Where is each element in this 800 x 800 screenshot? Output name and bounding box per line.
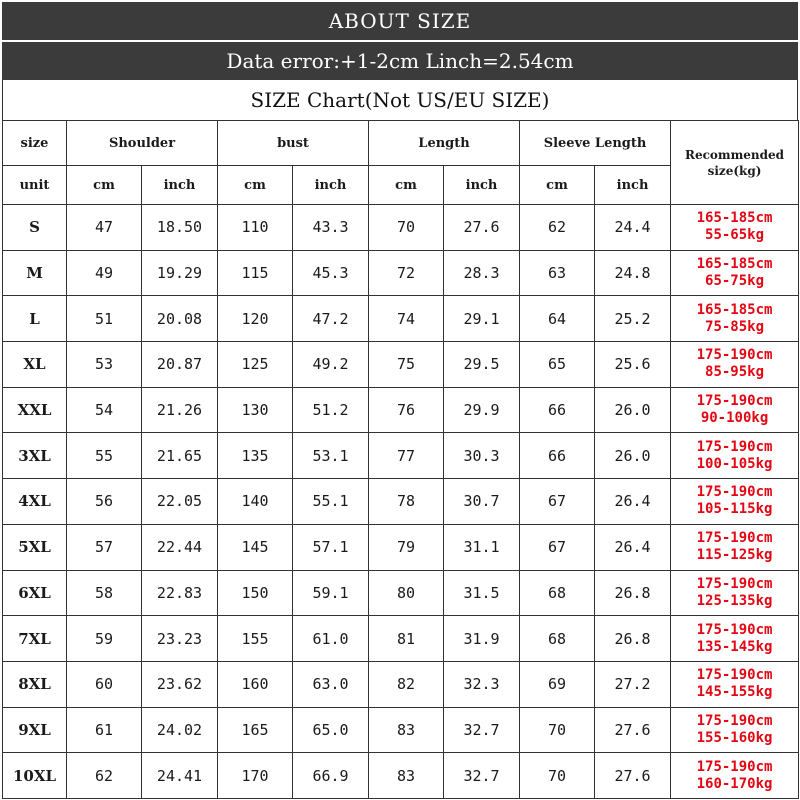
size-label: S [3, 205, 67, 251]
cell-length-cm: 83 [369, 707, 444, 753]
recommended-height: 175-190cm [696, 575, 773, 592]
cell-bust-in: 45.3 [293, 250, 369, 296]
table-row [3, 616, 799, 662]
cell-sleeve-cm: 65 [520, 342, 595, 388]
cell-sleeve-cm: 63 [520, 250, 595, 296]
recommended-height: 175-190cm [696, 712, 773, 729]
recommended-weight: 100-105kg [696, 455, 773, 472]
unit-sleeve-cm: cm [520, 166, 595, 205]
cell-shoulder-in: 24.02 [142, 707, 218, 753]
cell-shoulder-cm: 54 [67, 387, 142, 433]
cell-length-cm: 77 [369, 433, 444, 479]
recommended-size-cell [671, 387, 799, 433]
cell-sleeve-cm: 67 [520, 479, 595, 525]
table-row [3, 205, 799, 251]
data-error-note: Data error:+1-2cm Linch=2.54cm [2, 42, 798, 80]
cell-shoulder-in: 22.44 [142, 524, 218, 570]
size-label: 3XL [3, 433, 67, 479]
cell-sleeve-in: 24.8 [595, 250, 671, 296]
size-chart-title: SIZE Chart(Not US/EU SIZE) [2, 80, 798, 120]
recommended-weight: 85-95kg [705, 364, 765, 381]
size-label: XXL [3, 387, 67, 433]
cell-bust-in: 55.1 [293, 479, 369, 525]
cell-length-in: 31.9 [444, 616, 520, 662]
size-label: 10XL [3, 753, 67, 799]
cell-bust-cm: 135 [218, 433, 293, 479]
cell-bust-in: 66.9 [293, 753, 369, 799]
cell-length-cm: 76 [369, 387, 444, 433]
recommended-height: 175-190cm [696, 393, 773, 410]
cell-bust-cm: 155 [218, 616, 293, 662]
size-label: 8XL [3, 661, 67, 707]
size-label: L [3, 296, 67, 342]
cell-sleeve-in: 27.2 [595, 661, 671, 707]
cell-length-cm: 82 [369, 661, 444, 707]
col-size: size [3, 121, 67, 166]
recommended-height: 175-190cm [696, 621, 773, 638]
cell-shoulder-in: 20.08 [142, 296, 218, 342]
cell-sleeve-in: 26.0 [595, 433, 671, 479]
cell-sleeve-in: 26.0 [595, 387, 671, 433]
cell-length-cm: 80 [369, 570, 444, 616]
size-label: 4XL [3, 479, 67, 525]
recommended-size-cell [671, 570, 799, 616]
recommended-size-cell [671, 250, 799, 296]
recommended-size-cell [671, 205, 799, 251]
cell-length-in: 32.3 [444, 661, 520, 707]
recommended-size-cell [671, 753, 799, 799]
cell-sleeve-in: 27.6 [595, 753, 671, 799]
cell-bust-cm: 160 [218, 661, 293, 707]
recommended-weight: 105-115kg [696, 501, 773, 518]
cell-length-in: 31.5 [444, 570, 520, 616]
col-shoulder: Shoulder [67, 121, 218, 166]
cell-length-in: 27.6 [444, 205, 520, 251]
cell-sleeve-in: 27.6 [595, 707, 671, 753]
cell-length-cm: 72 [369, 250, 444, 296]
recommended-size-cell [671, 296, 799, 342]
recommended-weight: 145-155kg [696, 684, 773, 701]
table-row [3, 524, 799, 570]
unit-length-cm: cm [369, 166, 444, 205]
cell-shoulder-in: 19.29 [142, 250, 218, 296]
recommended-weight: 90-100kg [700, 410, 769, 427]
recommended-height: 165-185cm [696, 256, 773, 273]
cell-sleeve-cm: 70 [520, 707, 595, 753]
cell-bust-cm: 115 [218, 250, 293, 296]
cell-shoulder-cm: 51 [67, 296, 142, 342]
cell-length-cm: 79 [369, 524, 444, 570]
cell-length-cm: 78 [369, 479, 444, 525]
size-label: M [3, 250, 67, 296]
cell-bust-cm: 120 [218, 296, 293, 342]
recommended-size-cell [671, 707, 799, 753]
cell-sleeve-cm: 62 [520, 205, 595, 251]
cell-bust-cm: 150 [218, 570, 293, 616]
cell-shoulder-in: 21.26 [142, 387, 218, 433]
recommended-height: 175-190cm [696, 347, 773, 364]
recommended-height: 175-190cm [696, 667, 773, 684]
cell-bust-in: 53.1 [293, 433, 369, 479]
size-label: 7XL [3, 616, 67, 662]
unit-length-inch: inch [444, 166, 520, 205]
table-row [3, 570, 799, 616]
recommended-height: 175-190cm [696, 758, 773, 775]
cell-shoulder-cm: 61 [67, 707, 142, 753]
cell-shoulder-in: 23.62 [142, 661, 218, 707]
size-label: 6XL [3, 570, 67, 616]
unit-sleeve-inch: inch [595, 166, 671, 205]
recommended-weight: 125-135kg [696, 592, 773, 609]
unit-bust-cm: cm [218, 166, 293, 205]
cell-length-in: 30.7 [444, 479, 520, 525]
table-row [3, 387, 799, 433]
cell-length-cm: 74 [369, 296, 444, 342]
cell-shoulder-in: 24.41 [142, 753, 218, 799]
cell-shoulder-cm: 53 [67, 342, 142, 388]
col-length: Length [369, 121, 520, 166]
cell-bust-in: 51.2 [293, 387, 369, 433]
size-chart-sheet [2, 2, 798, 798]
cell-length-cm: 81 [369, 616, 444, 662]
cell-sleeve-cm: 66 [520, 387, 595, 433]
cell-sleeve-in: 26.4 [595, 479, 671, 525]
table-row [3, 342, 799, 388]
cell-bust-cm: 165 [218, 707, 293, 753]
size-table [2, 120, 799, 799]
cell-shoulder-cm: 55 [67, 433, 142, 479]
recommended-size-cell [671, 524, 799, 570]
cell-shoulder-cm: 60 [67, 661, 142, 707]
cell-length-in: 29.9 [444, 387, 520, 433]
cell-sleeve-in: 25.2 [595, 296, 671, 342]
cell-shoulder-in: 18.50 [142, 205, 218, 251]
cell-bust-cm: 130 [218, 387, 293, 433]
col-recommended-line1: Recommended [684, 147, 785, 162]
recommended-weight: 115-125kg [696, 547, 773, 564]
cell-sleeve-cm: 68 [520, 570, 595, 616]
size-label: 9XL [3, 707, 67, 753]
recommended-size-cell [671, 433, 799, 479]
unit-shoulder-inch: inch [142, 166, 218, 205]
table-row [3, 250, 799, 296]
cell-bust-in: 57.1 [293, 524, 369, 570]
about-size-banner: ABOUT SIZE [2, 2, 798, 42]
cell-length-cm: 83 [369, 753, 444, 799]
recommended-weight: 135-145kg [696, 638, 773, 655]
recommended-height: 165-185cm [696, 210, 773, 227]
cell-bust-cm: 140 [218, 479, 293, 525]
cell-shoulder-cm: 47 [67, 205, 142, 251]
cell-length-in: 31.1 [444, 524, 520, 570]
recommended-size-cell [671, 342, 799, 388]
recommended-weight: 75-85kg [705, 318, 765, 335]
header-row [3, 121, 799, 166]
cell-sleeve-cm: 67 [520, 524, 595, 570]
cell-bust-in: 43.3 [293, 205, 369, 251]
cell-bust-in: 61.0 [293, 616, 369, 662]
size-label: 5XL [3, 524, 67, 570]
recommended-weight: 155-160kg [696, 729, 773, 746]
cell-bust-in: 59.1 [293, 570, 369, 616]
table-row [3, 479, 799, 525]
cell-bust-in: 65.0 [293, 707, 369, 753]
cell-shoulder-in: 20.87 [142, 342, 218, 388]
cell-shoulder-in: 21.65 [142, 433, 218, 479]
cell-length-in: 29.5 [444, 342, 520, 388]
cell-shoulder-cm: 57 [67, 524, 142, 570]
cell-length-cm: 70 [369, 205, 444, 251]
cell-length-in: 30.3 [444, 433, 520, 479]
cell-sleeve-in: 25.6 [595, 342, 671, 388]
recommended-weight: 160-170kg [696, 775, 773, 792]
cell-sleeve-cm: 68 [520, 616, 595, 662]
table-row [3, 707, 799, 753]
col-recommended-size [671, 121, 799, 205]
cell-shoulder-in: 23.23 [142, 616, 218, 662]
cell-length-in: 28.3 [444, 250, 520, 296]
cell-shoulder-cm: 49 [67, 250, 142, 296]
cell-sleeve-cm: 64 [520, 296, 595, 342]
cell-length-in: 29.1 [444, 296, 520, 342]
recommended-weight: 55-65kg [705, 227, 765, 244]
table-row [3, 661, 799, 707]
cell-length-cm: 75 [369, 342, 444, 388]
cell-sleeve-cm: 66 [520, 433, 595, 479]
cell-bust-cm: 110 [218, 205, 293, 251]
recommended-height: 175-190cm [696, 484, 773, 501]
cell-shoulder-cm: 56 [67, 479, 142, 525]
cell-sleeve-cm: 70 [520, 753, 595, 799]
cell-bust-cm: 170 [218, 753, 293, 799]
unit-bust-inch: inch [293, 166, 369, 205]
cell-length-in: 32.7 [444, 753, 520, 799]
recommended-height: 175-190cm [696, 438, 773, 455]
recommended-height: 165-185cm [696, 301, 773, 318]
col-sleeve-length: Sleeve Length [520, 121, 671, 166]
recommended-size-cell [671, 479, 799, 525]
cell-shoulder-in: 22.83 [142, 570, 218, 616]
size-rows [3, 205, 799, 799]
unit-shoulder-cm: cm [67, 166, 142, 205]
recommended-size-cell [671, 616, 799, 662]
recommended-weight: 65-75kg [705, 273, 765, 290]
cell-bust-in: 63.0 [293, 661, 369, 707]
cell-shoulder-cm: 58 [67, 570, 142, 616]
cell-sleeve-cm: 69 [520, 661, 595, 707]
col-bust: bust [218, 121, 369, 166]
cell-sleeve-in: 24.4 [595, 205, 671, 251]
cell-shoulder-in: 22.05 [142, 479, 218, 525]
recommended-height: 175-190cm [696, 530, 773, 547]
table-row [3, 433, 799, 479]
col-unit: unit [3, 166, 67, 205]
cell-bust-in: 49.2 [293, 342, 369, 388]
cell-bust-in: 47.2 [293, 296, 369, 342]
cell-sleeve-in: 26.8 [595, 616, 671, 662]
table-row [3, 753, 799, 799]
cell-shoulder-cm: 59 [67, 616, 142, 662]
cell-sleeve-in: 26.4 [595, 524, 671, 570]
table-row [3, 296, 799, 342]
col-recommended-line2: size(kg) [707, 163, 762, 178]
size-label: XL [3, 342, 67, 388]
cell-bust-cm: 145 [218, 524, 293, 570]
cell-shoulder-cm: 62 [67, 753, 142, 799]
cell-sleeve-in: 26.8 [595, 570, 671, 616]
cell-length-in: 32.7 [444, 707, 520, 753]
recommended-size-cell [671, 661, 799, 707]
cell-bust-cm: 125 [218, 342, 293, 388]
